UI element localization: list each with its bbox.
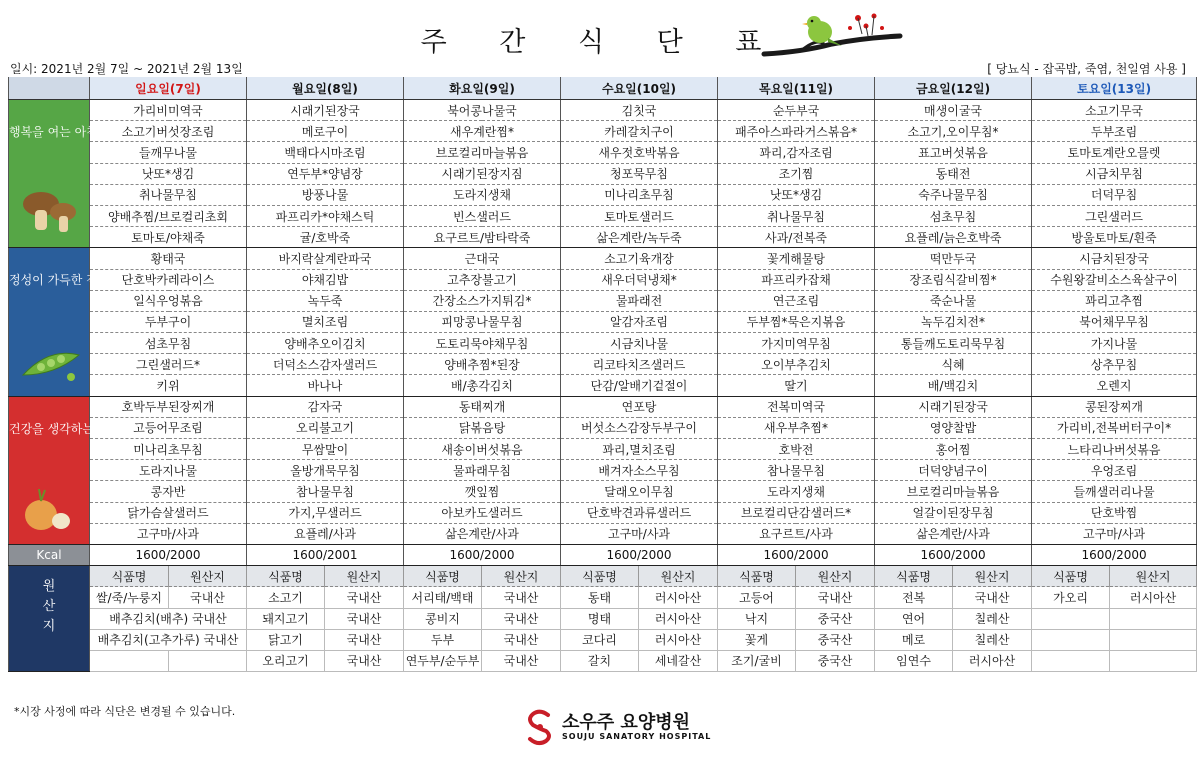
menu-item: 숙주나물무침 bbox=[875, 184, 1032, 205]
menu-item: 닭가슴살샐러드 bbox=[90, 502, 247, 523]
breakfast-row bbox=[9, 142, 1197, 163]
origin-country: 중국산 bbox=[796, 608, 875, 629]
menu-item: 요구르트/사과 bbox=[718, 523, 875, 544]
footnote: *시장 사정에 따라 식단은 변경될 수 있습니다. bbox=[14, 705, 236, 718]
menu-item: 호박두부된장찌개 bbox=[90, 396, 247, 417]
menu-item: 소고기버섯장조림 bbox=[90, 121, 247, 142]
kcal-value: 1600/2000 bbox=[561, 544, 718, 565]
menu-item: 북어콩나물국 bbox=[404, 100, 561, 121]
menu-item: 버섯소스감장두부구이 bbox=[561, 417, 718, 438]
menu-item: 도라지생채 bbox=[404, 184, 561, 205]
menu-item: 황태국 bbox=[90, 248, 247, 269]
menu-item: 동태찌개 bbox=[404, 396, 561, 417]
menu-item: 우엉조림 bbox=[1032, 460, 1197, 481]
menu-item: 낫또*생김 bbox=[718, 184, 875, 205]
menu-item: 낫또*생김 bbox=[90, 163, 247, 184]
origin-food bbox=[1032, 629, 1110, 650]
menu-item: 깻잎찜 bbox=[404, 481, 561, 502]
origin-food: 고등어 bbox=[718, 587, 796, 608]
origin-country: 국내산 bbox=[482, 587, 561, 608]
menu-item: 시래기된장국 bbox=[247, 100, 404, 121]
dinner-row bbox=[9, 439, 1197, 460]
hospital-logo bbox=[524, 708, 744, 748]
breakfast-row bbox=[9, 184, 1197, 205]
menu-item: 토마토/야채죽 bbox=[90, 227, 247, 248]
kcal-value: 1600/2000 bbox=[1032, 544, 1197, 565]
menu-item: 단감/알배기겉절이 bbox=[561, 375, 718, 396]
menu-item: 그린샐러드* bbox=[90, 354, 247, 375]
lunch-row bbox=[9, 311, 1197, 332]
hospital-name-english: SOUJU SANATORY HOSPITAL bbox=[562, 732, 712, 741]
menu-item: 멸치조림 bbox=[247, 311, 404, 332]
dinner-row bbox=[9, 460, 1197, 481]
origin-label-char: 산 bbox=[42, 599, 56, 615]
menu-item: 섬초무침 bbox=[875, 205, 1032, 226]
diet-note: [ 당뇨식 - 잡곡밥, 죽염, 천일염 사용 ] bbox=[987, 62, 1186, 76]
menu-item: 바지락살계란파국 bbox=[247, 248, 404, 269]
origin-country: 국내산 bbox=[325, 587, 404, 608]
origin-food-header: 식품명 bbox=[1032, 566, 1110, 587]
menu-item: 도라지생채 bbox=[718, 481, 875, 502]
breakfast-row bbox=[9, 100, 1197, 121]
lunch-label-text: 정성이 가득한 점심 bbox=[9, 273, 110, 288]
menu-item: 피망콩나물무침 bbox=[404, 311, 561, 332]
menu-item: 빈스샐러드 bbox=[404, 205, 561, 226]
kcal-value: 1600/2000 bbox=[404, 544, 561, 565]
origin-country: 러시아산 bbox=[953, 650, 1032, 671]
menu-item: 수원왕갈비소스육살구이 bbox=[1032, 269, 1197, 290]
origin-food-header: 식품명 bbox=[718, 566, 796, 587]
origin-country bbox=[169, 650, 247, 671]
breakfast-label-text: 행복을 여는 아침 bbox=[9, 125, 98, 139]
menu-item: 올방개묵무침 bbox=[247, 460, 404, 481]
menu-item: 새우더덕냉채* bbox=[561, 269, 718, 290]
lunch-row bbox=[9, 248, 1197, 269]
kcal-value: 1600/2000 bbox=[875, 544, 1032, 565]
origin-food-header: 식품명 bbox=[90, 566, 169, 587]
date-range: 일시: 2021년 2월 7일 ~ 2021년 2월 13일 bbox=[10, 62, 243, 76]
origin-food: 연어 bbox=[875, 608, 953, 629]
origin-country bbox=[1110, 650, 1197, 671]
menu-item: 새우젓호박볶음 bbox=[561, 142, 718, 163]
origin-food: 서리태/백태 bbox=[404, 587, 482, 608]
dinner-row bbox=[9, 523, 1197, 544]
menu-item: 카레갈치구이 bbox=[561, 121, 718, 142]
menu-item: 딸기 bbox=[718, 375, 875, 396]
menu-item: 장조림식갈비찜* bbox=[875, 269, 1032, 290]
menu-item: 통들깨도토리묵무침 bbox=[875, 333, 1032, 354]
origin-food: 콩비지 bbox=[404, 608, 482, 629]
menu-item: 새송이버섯볶음 bbox=[404, 439, 561, 460]
origin-food: 배추김치(고추가루) 국내산 bbox=[90, 629, 247, 650]
menu-item: 브로컬리단감샐러드* bbox=[718, 502, 875, 523]
menu-item: 야채김밥 bbox=[247, 269, 404, 290]
menu-item: 일식우엉볶음 bbox=[90, 290, 247, 311]
day-header-wednesday: 수요일(10일) bbox=[561, 77, 718, 100]
menu-item: 꽃게해물탕 bbox=[718, 248, 875, 269]
menu-item: 들깨무나물 bbox=[90, 142, 247, 163]
origin-food: 돼지고기 bbox=[247, 608, 325, 629]
origin-country-header: 원산지 bbox=[482, 566, 561, 587]
menu-item: 시금치무침 bbox=[1032, 163, 1197, 184]
menu-item: 가지나물 bbox=[1032, 333, 1197, 354]
menu-item: 무쌈말이 bbox=[247, 439, 404, 460]
kcal-value: 1600/2001 bbox=[247, 544, 404, 565]
menu-item: 도토리묵야채무침 bbox=[404, 333, 561, 354]
lunch-row bbox=[9, 290, 1197, 311]
menu-item: 요플레/사과 bbox=[247, 523, 404, 544]
menu-item: 녹두죽 bbox=[247, 290, 404, 311]
menu-item: 도라지나물 bbox=[90, 460, 247, 481]
menu-item: 오렌지 bbox=[1032, 375, 1197, 396]
menu-item: 미나리초무침 bbox=[90, 439, 247, 460]
menu-item: 아보카도샐러드 bbox=[404, 502, 561, 523]
menu-item: 순두부국 bbox=[718, 100, 875, 121]
origin-country-header: 원산지 bbox=[169, 566, 247, 587]
menu-item: 고구마/사과 bbox=[1032, 523, 1197, 544]
day-header-friday: 금요일(12일) bbox=[875, 77, 1032, 100]
menu-item: 감자국 bbox=[247, 396, 404, 417]
origin-food: 낙지 bbox=[718, 608, 796, 629]
lunch-section-label bbox=[9, 248, 110, 396]
menu-item: 삶은계란/사과 bbox=[404, 523, 561, 544]
menu-item: 고구마/사과 bbox=[561, 523, 718, 544]
origin-food-header: 식품명 bbox=[875, 566, 953, 587]
origin-label-text bbox=[9, 578, 89, 635]
origin-food bbox=[1032, 608, 1110, 629]
origin-label-char: 지 bbox=[42, 619, 56, 635]
onion-icon bbox=[19, 487, 75, 538]
menu-item: 토마토샐러드 bbox=[561, 205, 718, 226]
menu-item: 양배추찜/브로컬리초회 bbox=[90, 205, 247, 226]
menu-item: 알감자조림 bbox=[561, 311, 718, 332]
kcal-label: Kcal bbox=[9, 544, 90, 565]
origin-food-header: 식품명 bbox=[404, 566, 482, 587]
origin-food: 오리고기 bbox=[247, 650, 325, 671]
menu-item: 참나물무침 bbox=[718, 460, 875, 481]
day-header-sunday: 일요일(7일) bbox=[90, 77, 247, 100]
origin-country: 국내산 bbox=[796, 587, 875, 608]
origin-country-header: 원산지 bbox=[325, 566, 404, 587]
origin-country: 러시아산 bbox=[639, 629, 718, 650]
menu-item: 키위 bbox=[90, 375, 247, 396]
origin-country bbox=[1110, 608, 1197, 629]
origin-food-header: 식품명 bbox=[561, 566, 639, 587]
breakfast-row bbox=[9, 121, 1197, 142]
menu-item: 죽순나물 bbox=[875, 290, 1032, 311]
origin-country: 중국산 bbox=[796, 629, 875, 650]
origin-row bbox=[9, 608, 1197, 629]
menu-item: 꽈리,멸치조림 bbox=[561, 439, 718, 460]
menu-item: 패주아스파라거스볶음* bbox=[718, 121, 875, 142]
origin-country: 국내산 bbox=[325, 629, 404, 650]
menu-item: 콩된장찌개 bbox=[1032, 396, 1197, 417]
menu-item: 소고기,오이무침* bbox=[875, 121, 1032, 142]
origin-row bbox=[9, 629, 1197, 650]
menu-item: 녹두김치전* bbox=[875, 311, 1032, 332]
day-header-monday: 월요일(8일) bbox=[247, 77, 404, 100]
menu-item: 양배추오이김치 bbox=[247, 333, 404, 354]
day-header-saturday: 토요일(13일) bbox=[1032, 77, 1197, 100]
menu-item: 달래오이무침 bbox=[561, 481, 718, 502]
menu-item: 소고기육개장 bbox=[561, 248, 718, 269]
menu-item: 표고버섯볶음 bbox=[875, 142, 1032, 163]
bird-on-branch-icon bbox=[762, 8, 902, 63]
kcal-value: 1600/2000 bbox=[718, 544, 875, 565]
menu-item: 매생이굴국 bbox=[875, 100, 1032, 121]
menu-item: 꽈리,감자조림 bbox=[718, 142, 875, 163]
menu-item: 새우계란찜* bbox=[404, 121, 561, 142]
menu-item: 더덕무침 bbox=[1032, 184, 1197, 205]
origin-food: 갈치 bbox=[561, 650, 639, 671]
menu-item: 연두부*양념장 bbox=[247, 163, 404, 184]
menu-item: 전복미역국 bbox=[718, 396, 875, 417]
origin-food: 가오리 bbox=[1032, 587, 1110, 608]
origin-row bbox=[9, 587, 1197, 608]
dinner-row bbox=[9, 481, 1197, 502]
breakfast-row bbox=[9, 205, 1197, 226]
menu-item: 연근조림 bbox=[718, 290, 875, 311]
menu-item: 소고기무국 bbox=[1032, 100, 1197, 121]
menu-item: 고등어무조림 bbox=[90, 417, 247, 438]
origin-food: 조기/굴비 bbox=[718, 650, 796, 671]
breakfast-row bbox=[9, 227, 1197, 248]
menu-item: 브로컬리마늘볶음 bbox=[875, 481, 1032, 502]
menu-item: 얼갈이된장무침 bbox=[875, 502, 1032, 523]
menu-item: 동태전 bbox=[875, 163, 1032, 184]
menu-item: 배/총각김치 bbox=[404, 375, 561, 396]
menu-item: 조기찜 bbox=[718, 163, 875, 184]
origin-food: 코다리 bbox=[561, 629, 639, 650]
menu-item: 오리불고기 bbox=[247, 417, 404, 438]
corner-cell bbox=[9, 77, 90, 100]
menu-item: 단호박견과류샐러드 bbox=[561, 502, 718, 523]
menu-item: 영양찰밥 bbox=[875, 417, 1032, 438]
origin-country: 러시아산 bbox=[639, 608, 718, 629]
menu-item: 삶은계란/녹두죽 bbox=[561, 227, 718, 248]
origin-food: 쌀/죽/누룽지 bbox=[90, 587, 169, 608]
origin-country-header: 원산지 bbox=[953, 566, 1032, 587]
menu-item: 북어채무무침 bbox=[1032, 311, 1197, 332]
origin-country-header: 원산지 bbox=[1110, 566, 1197, 587]
menu-item: 홍어찜 bbox=[875, 439, 1032, 460]
dinner-label-text: 건강을 생각하는 저녁 bbox=[9, 421, 121, 436]
lunch-row bbox=[9, 375, 1197, 396]
menu-item: 토마토계란오믈렛 bbox=[1032, 142, 1197, 163]
menu-item: 간장소스가지튀김* bbox=[404, 290, 561, 311]
menu-item: 상추무침 bbox=[1032, 354, 1197, 375]
origin-food-header: 식품명 bbox=[247, 566, 325, 587]
menu-item: 떡만두국 bbox=[875, 248, 1032, 269]
lunch-row bbox=[9, 354, 1197, 375]
hospital-name: 소우주 요양병원 bbox=[562, 712, 690, 733]
origin-country: 칠레산 bbox=[953, 629, 1032, 650]
origin-country: 국내산 bbox=[953, 587, 1032, 608]
dinner-row bbox=[9, 502, 1197, 523]
menu-item: 연포탕 bbox=[561, 396, 718, 417]
menu-item: 오이부추김치 bbox=[718, 354, 875, 375]
menu-item: 사과/전복죽 bbox=[718, 227, 875, 248]
weekly-menu-table bbox=[8, 77, 1197, 672]
hospital-logo-icon bbox=[524, 709, 556, 745]
lunch-row bbox=[9, 269, 1197, 290]
menu-item: 귤/호박죽 bbox=[247, 227, 404, 248]
breakfast-section-label bbox=[9, 100, 98, 248]
menu-item: 고추장불고기 bbox=[404, 269, 561, 290]
origin-country: 세네갈산 bbox=[639, 650, 718, 671]
menu-item: 참나물무침 bbox=[247, 481, 404, 502]
breakfast-row bbox=[9, 163, 1197, 184]
day-header-row bbox=[9, 77, 1197, 100]
menu-item: 시금치된장국 bbox=[1032, 248, 1197, 269]
menu-item: 바나나 bbox=[247, 375, 404, 396]
menu-item: 요플레/늙은호박죽 bbox=[875, 227, 1032, 248]
menu-item: 느타리나버섯볶음 bbox=[1032, 439, 1197, 460]
menu-item: 섬초무침 bbox=[90, 333, 247, 354]
origin-header-row bbox=[9, 566, 1197, 587]
origin-food: 동태 bbox=[561, 587, 639, 608]
menu-item: 가리비미역국 bbox=[90, 100, 247, 121]
menu-item: 방풍나물 bbox=[247, 184, 404, 205]
origin-country: 러시아산 bbox=[639, 587, 718, 608]
menu-item: 미나리초무침 bbox=[561, 184, 718, 205]
menu-item: 양배추찜*된장 bbox=[404, 354, 561, 375]
menu-item: 시금치나물 bbox=[561, 333, 718, 354]
menu-item: 단호박찜 bbox=[1032, 502, 1197, 523]
origin-food: 닭고기 bbox=[247, 629, 325, 650]
menu-item: 닭볶음탕 bbox=[404, 417, 561, 438]
menu-item: 시래기된장국 bbox=[875, 396, 1032, 417]
dinner-row bbox=[9, 417, 1197, 438]
origin-country: 국내산 bbox=[482, 650, 561, 671]
kcal-value: 1600/2000 bbox=[90, 544, 247, 565]
day-header-thursday: 목요일(11일) bbox=[718, 77, 875, 100]
origin-food: 전복 bbox=[875, 587, 953, 608]
menu-item: 꽈리고추찜 bbox=[1032, 290, 1197, 311]
menu-item: 두부구이 bbox=[90, 311, 247, 332]
menu-item: 더덕소스감자샐러드 bbox=[247, 354, 404, 375]
origin-country: 국내산 bbox=[325, 608, 404, 629]
menu-item: 취나물무침 bbox=[718, 205, 875, 226]
menu-item: 파프리카*야채스틱 bbox=[247, 205, 404, 226]
origin-food: 명태 bbox=[561, 608, 639, 629]
origin-food bbox=[1032, 650, 1110, 671]
menu-item: 파프리카잡채 bbox=[718, 269, 875, 290]
kcal-row bbox=[9, 544, 1197, 565]
origin-food: 두부 bbox=[404, 629, 482, 650]
menu-item: 배/백김치 bbox=[875, 375, 1032, 396]
menu-item: 호박전 bbox=[718, 439, 875, 460]
origin-food: 소고기 bbox=[247, 587, 325, 608]
menu-item: 가지,무샐러드 bbox=[247, 502, 404, 523]
menu-item: 백태다시마조림 bbox=[247, 142, 404, 163]
menu-item: 시래기된장지짐 bbox=[404, 163, 561, 184]
origin-section-label bbox=[9, 566, 90, 672]
day-header-tuesday: 화요일(9일) bbox=[404, 77, 561, 100]
origin-country: 러시아산 bbox=[1110, 587, 1197, 608]
menu-item: 물파래전 bbox=[561, 290, 718, 311]
menu-item: 근대국 bbox=[404, 248, 561, 269]
origin-food: 임연수 bbox=[875, 650, 953, 671]
origin-country-header: 원산지 bbox=[796, 566, 875, 587]
menu-item: 물파래무침 bbox=[404, 460, 561, 481]
origin-food: 메로 bbox=[875, 629, 953, 650]
dinner-section-label bbox=[9, 396, 121, 544]
origin-food: 연두부/순두부 bbox=[404, 650, 482, 671]
menu-item: 더덕양념구이 bbox=[875, 460, 1032, 481]
origin-row bbox=[9, 650, 1197, 671]
menu-item: 취나물무침 bbox=[90, 184, 247, 205]
menu-item: 단호박카레라이스 bbox=[90, 269, 247, 290]
origin-country: 중국산 bbox=[796, 650, 875, 671]
page-title: 주 간 식 단 표 bbox=[420, 27, 784, 58]
menu-item: 김칫국 bbox=[561, 100, 718, 121]
menu-item: 가지미역무침 bbox=[718, 333, 875, 354]
menu-item: 배겨자소스무침 bbox=[561, 460, 718, 481]
dinner-row bbox=[9, 396, 1197, 417]
menu-item: 방울토마토/흰죽 bbox=[1032, 227, 1197, 248]
menu-item: 가리비,전복버터구이* bbox=[1032, 417, 1197, 438]
origin-label-char: 원 bbox=[42, 579, 56, 595]
origin-country-header: 원산지 bbox=[639, 566, 718, 587]
origin-country bbox=[1110, 629, 1197, 650]
menu-item: 두부찜*묵은지볶음 bbox=[718, 311, 875, 332]
origin-country: 국내산 bbox=[325, 650, 404, 671]
menu-item: 콩자반 bbox=[90, 481, 247, 502]
origin-food: 꽃게 bbox=[718, 629, 796, 650]
menu-item: 고구마/사과 bbox=[90, 523, 247, 544]
origin-country: 국내산 bbox=[482, 629, 561, 650]
menu-item: 리코타치즈샐러드 bbox=[561, 354, 718, 375]
menu-item: 식혜 bbox=[875, 354, 1032, 375]
menu-item: 삶은계란/사과 bbox=[875, 523, 1032, 544]
peas-icon bbox=[19, 345, 83, 390]
origin-country: 칠레산 bbox=[953, 608, 1032, 629]
origin-country: 국내산 bbox=[482, 608, 561, 629]
menu-item: 두부조림 bbox=[1032, 121, 1197, 142]
menu-item: 요구르트/밤타락죽 bbox=[404, 227, 561, 248]
origin-food: 배추김치(배추) 국내산 bbox=[90, 608, 247, 629]
origin-food bbox=[90, 650, 169, 671]
menu-item: 새우부추찜* bbox=[718, 417, 875, 438]
menu-item: 들깨샐러리나물 bbox=[1032, 481, 1197, 502]
menu-item: 그린샐러드 bbox=[1032, 205, 1197, 226]
lunch-row bbox=[9, 333, 1197, 354]
mushroom-icon bbox=[19, 186, 79, 241]
menu-item: 메로구이 bbox=[247, 121, 404, 142]
menu-item: 청포묵무침 bbox=[561, 163, 718, 184]
origin-country: 국내산 bbox=[169, 587, 247, 608]
menu-item: 브로컬리마늘볶음 bbox=[404, 142, 561, 163]
